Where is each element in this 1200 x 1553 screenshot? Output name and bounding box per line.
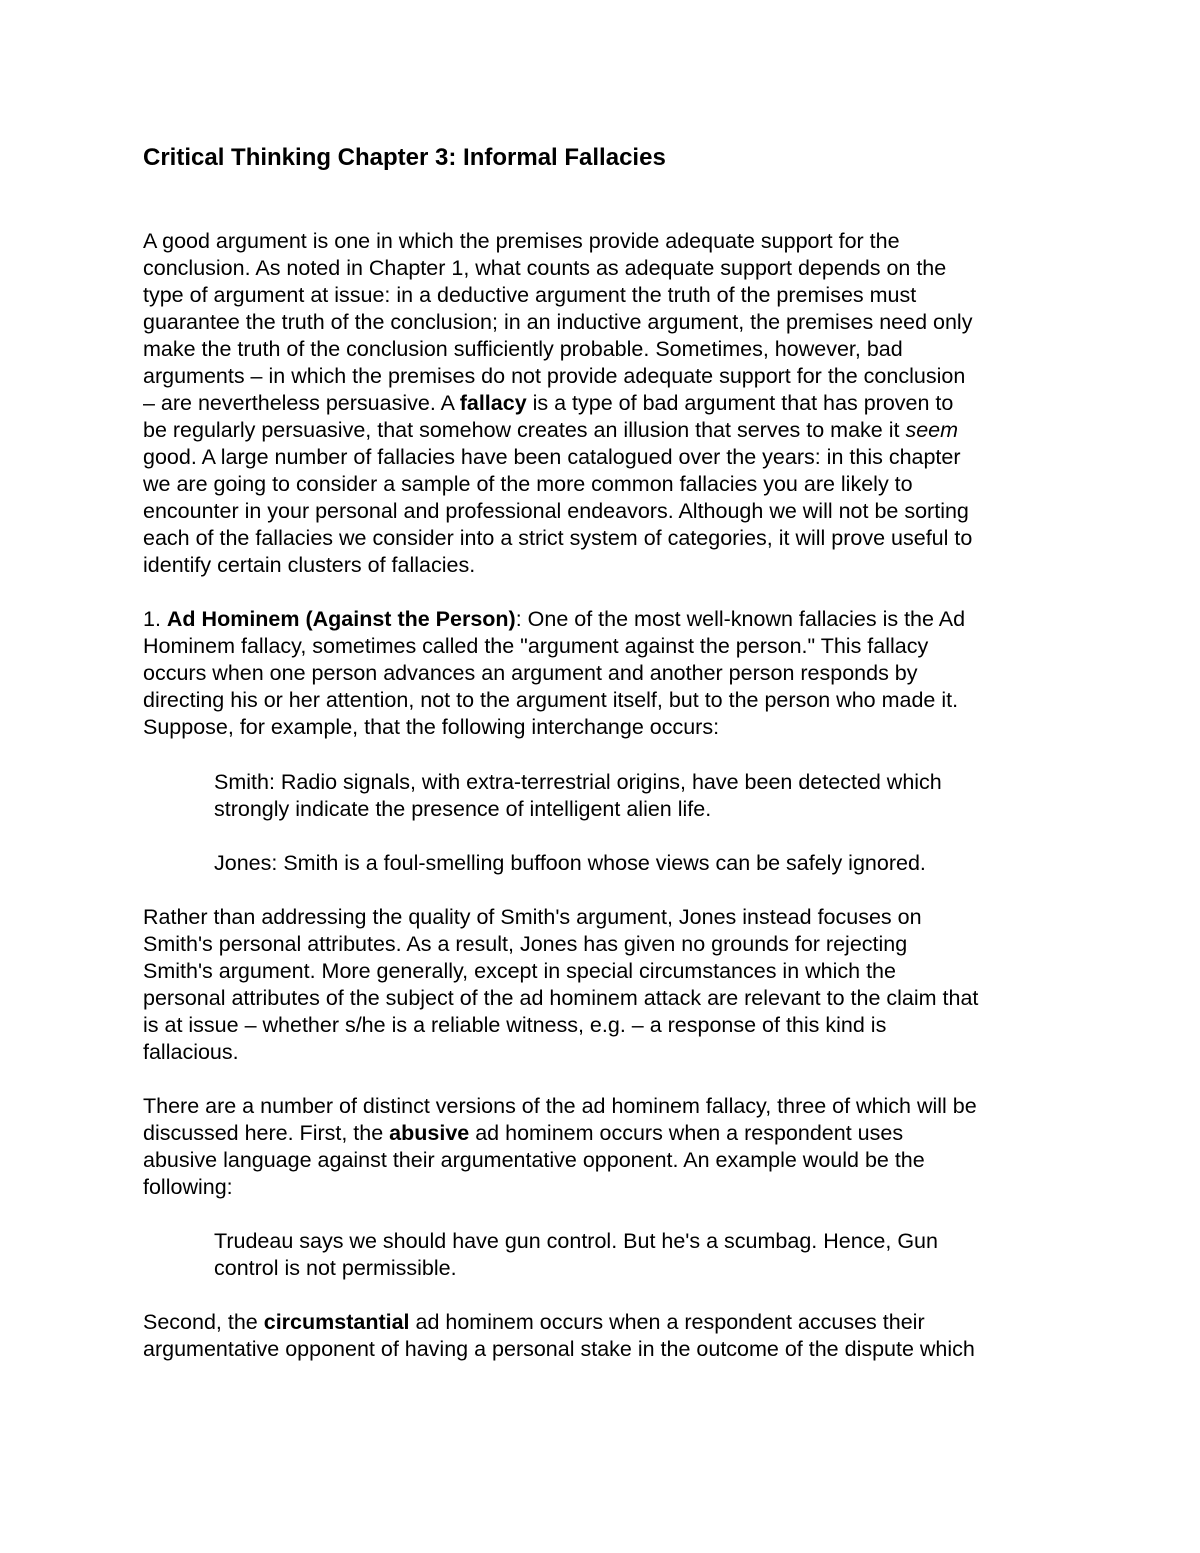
- jones-quote: [214, 850, 1064, 877]
- text-line: Jones: Smith is a foul-smelling buffoon whose views can be safely ignored.: [214, 851, 926, 875]
- text-run: Second, the: [143, 1310, 264, 1334]
- text-line: [143, 390, 1063, 417]
- text-line: strongly indicate the presence of intelligent alien life.: [214, 797, 712, 821]
- text-line: Smith's argument. More generally, except in special circumstances in which the: [143, 959, 896, 983]
- text-line: Smith's personal attributes. As a result, Jones has given no grounds for rejecting: [143, 932, 908, 956]
- emphasis-seem: seem: [905, 418, 959, 442]
- text-line: Smith: Radio signals, with extra-terrestrial origins, have been detected which: [214, 770, 942, 794]
- text-run: be regularly persuasive, that somehow creates an illusion that serves to make it: [143, 418, 906, 442]
- text-line: There are a number of distinct versions of the ad hominem fallacy, three of which will be: [143, 1094, 977, 1118]
- rather-paragraph: [143, 904, 1063, 1066]
- text-line: Suppose, for example, that the following interchange occurs:: [143, 715, 720, 739]
- text-line: fallacious.: [143, 1040, 239, 1064]
- text-line: abusive language against their argumentative opponent. An example would be the: [143, 1148, 925, 1172]
- text-line: argumentative opponent of having a personal stake in the outcome of the dispute which: [143, 1337, 975, 1361]
- text-line: personal attributes of the subject of the ad hominem attack are relevant to the claim that: [143, 986, 979, 1010]
- text-run: – are nevertheless persuasive. A: [143, 391, 460, 415]
- text-run: is a type of bad argument that has proven to: [526, 391, 954, 415]
- text-run: 1.: [143, 607, 167, 631]
- text-line: make the truth of the conclusion sufficiently probable. Sometimes, however, bad: [143, 337, 903, 361]
- versions-paragraph: [143, 1093, 1063, 1201]
- text-line: good. A large number of fallacies have been catalogued over the years: in this chapter: [143, 445, 961, 469]
- term-circumstantial: circumstantial: [263, 1310, 410, 1334]
- text-line: Hominem fallacy, sometimes called the "argument against the person." This fallacy: [143, 634, 929, 658]
- document-title: Critical Thinking Chapter 3: Informal Fallacies: [143, 144, 666, 171]
- text-line: each of the fallacies we consider into a strict system of categories, it will prove useful to: [143, 526, 973, 550]
- text-line: [143, 1309, 1063, 1336]
- text-line: conclusion. As noted in Chapter 1, what counts as adequate support depends on the: [143, 256, 947, 280]
- intro-paragraph: [143, 228, 1063, 579]
- trudeau-quote: [214, 1228, 1064, 1282]
- text-line: directing his or her attention, not to the argument itself, but to the person who made it.: [143, 688, 959, 712]
- text-line: identify certain clusters of fallacies.: [143, 553, 476, 577]
- circumstantial-paragraph: [143, 1309, 1063, 1363]
- ad-hominem-paragraph: [143, 606, 1063, 741]
- text-run: discussed here. First, the: [143, 1121, 390, 1145]
- text-line: Trudeau says we should have gun control. But he's a scumbag. Hence, Gun: [214, 1229, 938, 1253]
- text-line: Rather than addressing the quality of Smith's argument, Jones instead focuses on: [143, 905, 922, 929]
- smith-quote: [214, 769, 1064, 823]
- text-run: : One of the most well-known fallacies is the Ad: [515, 607, 966, 631]
- text-line: [143, 606, 1063, 633]
- text-line: following:: [143, 1175, 233, 1199]
- term-abusive: abusive: [389, 1121, 470, 1145]
- text-line: control is not permissible.: [214, 1256, 457, 1280]
- text-line: A good argument is one in which the premises provide adequate support for the: [143, 229, 900, 253]
- text-run: ad hominem occurs when a respondent uses: [469, 1121, 904, 1145]
- text-line: we are going to consider a sample of the more common fallacies you are likely to: [143, 472, 913, 496]
- term-ad-hominem: Ad Hominem (Against the Person): [166, 607, 516, 631]
- text-line: is at issue – whether s/he is a reliable witness, e.g. – a response of this kind is: [143, 1013, 887, 1037]
- text-line: [143, 1120, 1063, 1147]
- text-line: type of argument at issue: in a deductive argument the truth of the premises must: [143, 283, 917, 307]
- text-line: guarantee the truth of the conclusion; in an inductive argument, the premises need only: [143, 310, 973, 334]
- text-line: [143, 417, 1063, 444]
- text-run: ad hominem occurs when a respondent accuses their: [409, 1310, 925, 1334]
- term-fallacy: fallacy: [459, 391, 527, 415]
- text-line: encounter in your personal and professional endeavors. Although we will not be sorting: [143, 499, 969, 523]
- text-line: occurs when one person advances an argument and another person responds by: [143, 661, 918, 685]
- text-line: arguments – in which the premises do not provide adequate support for the conclusion: [143, 364, 966, 388]
